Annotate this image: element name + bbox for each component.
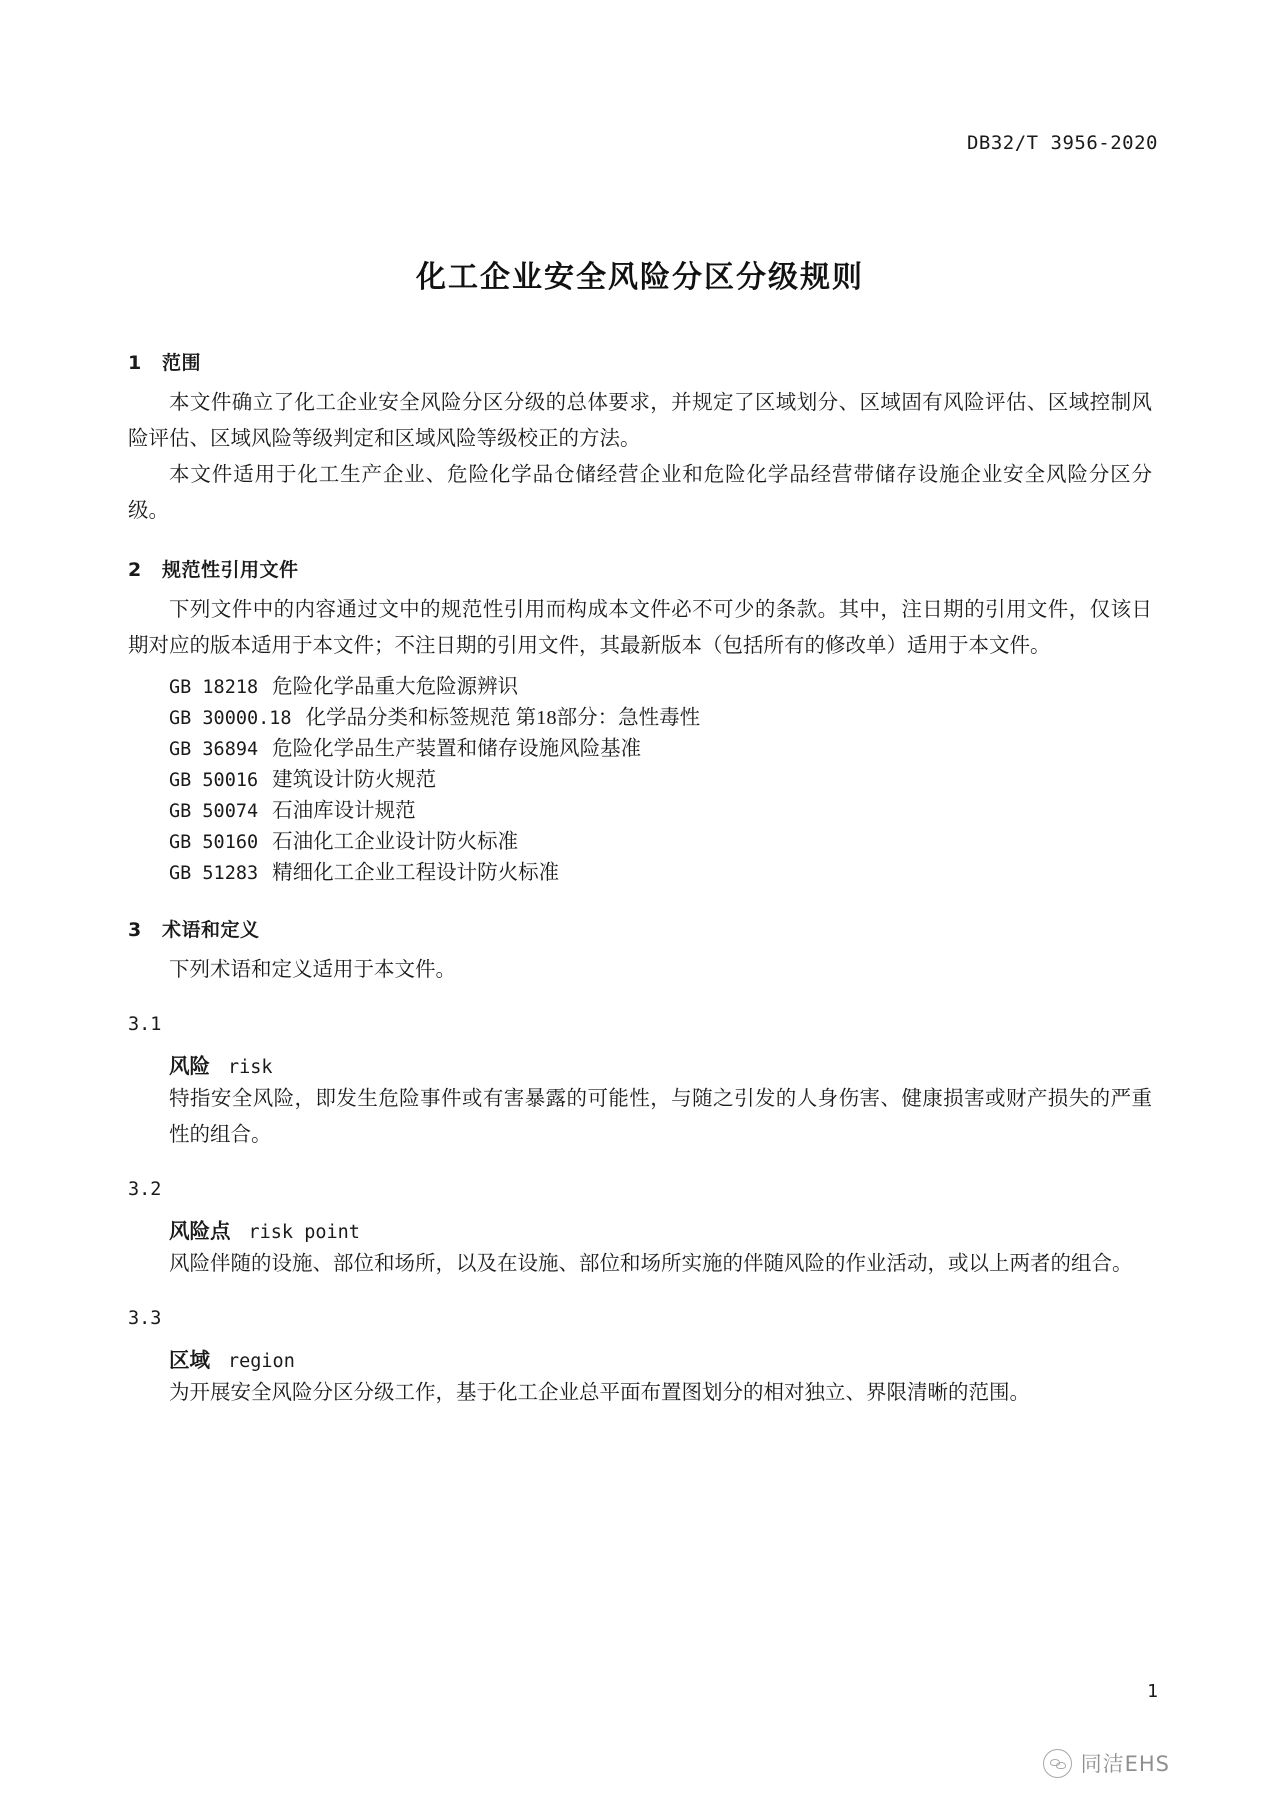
reference-code: GB 18218: [169, 677, 259, 698]
clause-title-1: 范围: [162, 352, 202, 374]
reference-name: 化学品分类和标签规范 第18部分：急性毒性: [305, 707, 701, 729]
clause-number-3: 3: [128, 919, 142, 941]
list-item: [128, 796, 1152, 827]
normative-references-list: [128, 672, 1152, 889]
clause-number-1: 1: [128, 352, 142, 374]
term-definition-3-1: 特指安全风险，即发生危险事件或有害暴露的可能性，与随之引发的人身伤害、健康损害或财产损失的严重性的组合。: [169, 1088, 1152, 1146]
reference-name: 危险化学品生产装置和储存设施风险基准: [272, 738, 642, 760]
reference-code: GB 50016: [169, 770, 259, 791]
term-definition-3-3: 为开展安全风险分区分级工作，基于化工企业总平面布置图划分的相对独立、界限清晰的范围。: [169, 1382, 1030, 1404]
reference-name: 危险化学品重大危险源辨识: [272, 676, 519, 698]
list-item: [128, 827, 1152, 858]
clause-number-2: 2: [128, 559, 142, 581]
term-name-cn: 风险: [169, 1054, 210, 1078]
term-entry-3-3: [128, 1343, 1152, 1411]
clause-2-paragraph-1: 下列文件中的内容通过文中的规范性引用而构成本文件必不可少的条款。其中，注日期的引用文件，仅该日期对应的版本适用于本文件；不注日期的引用文件，其最新版本（包括所有的修改单）适用于本文件。: [128, 599, 1152, 657]
list-item: [128, 858, 1152, 889]
term-name-en: region: [228, 1351, 295, 1372]
page-title: 化工企业安全风险分区分级规则: [416, 260, 864, 296]
term-entry-3-1: [128, 1049, 1152, 1153]
clause-heading-2: [128, 555, 1152, 582]
term-label-3-1: [169, 1049, 1152, 1079]
reference-name: 石油库设计规范: [272, 800, 416, 822]
list-item: [128, 703, 1152, 734]
term-name-cn: 区域: [169, 1348, 210, 1372]
page-number: 1: [1147, 1681, 1158, 1702]
reference-code: GB 50074: [169, 801, 259, 822]
reference-name: 精细化工企业工程设计防火标准: [272, 862, 560, 884]
list-item: [128, 672, 1152, 703]
term-number-3-1: 3.1: [128, 1014, 162, 1035]
clause-title-3: 术语和定义: [162, 919, 260, 941]
list-item: [128, 765, 1152, 796]
reference-code: GB 50160: [169, 832, 259, 853]
term-label-3-3: [169, 1343, 1152, 1373]
reference-code: GB 30000.18: [169, 708, 292, 729]
term-number-3-3: 3.3: [128, 1308, 162, 1329]
reference-code: GB 51283: [169, 863, 259, 884]
watermark-label: 同洁EHS: [1080, 1752, 1170, 1776]
clause-heading-1: [128, 348, 1152, 375]
clause-heading-3: [128, 915, 1152, 942]
term-name-en: risk point: [248, 1222, 360, 1243]
clause-3-paragraph-1: 下列术语和定义适用于本文件。: [169, 959, 456, 981]
reference-code: GB 36894: [169, 739, 259, 760]
term-definition-3-2: 风险伴随的设施、部位和场所，以及在设施、部位和场所实施的伴随风险的作业活动，或以上两者的组合。: [169, 1253, 1133, 1275]
watermark: [1043, 1748, 1170, 1778]
clause-1-paragraph-1: 本文件确立了化工企业安全风险分区分级的总体要求，并规定了区域划分、区域固有风险评估、区域控制风险评估、区域风险等级判定和区域风险等级校正的方法。: [128, 392, 1152, 450]
term-number-3-2: 3.2: [128, 1179, 162, 1200]
wechat-icon: [1043, 1749, 1072, 1778]
reference-name: 建筑设计防火规范: [272, 769, 437, 791]
list-item: [128, 734, 1152, 765]
term-name-en: risk: [228, 1057, 273, 1078]
term-entry-3-2: [128, 1214, 1152, 1282]
reference-name: 石油化工企业设计防火标准: [272, 831, 519, 853]
document-body: [128, 322, 1152, 1411]
term-label-3-2: [169, 1214, 1152, 1244]
standard-code-header: DB32/T 3956-2020: [966, 132, 1158, 154]
clause-title-2: 规范性引用文件: [162, 559, 299, 581]
term-name-cn: 风险点: [169, 1219, 231, 1243]
clause-1-paragraph-2: 本文件适用于化工生产企业、危险化学品仓储经营企业和危险化学品经营带储存设施企业安全风险分区分级。: [128, 464, 1152, 522]
